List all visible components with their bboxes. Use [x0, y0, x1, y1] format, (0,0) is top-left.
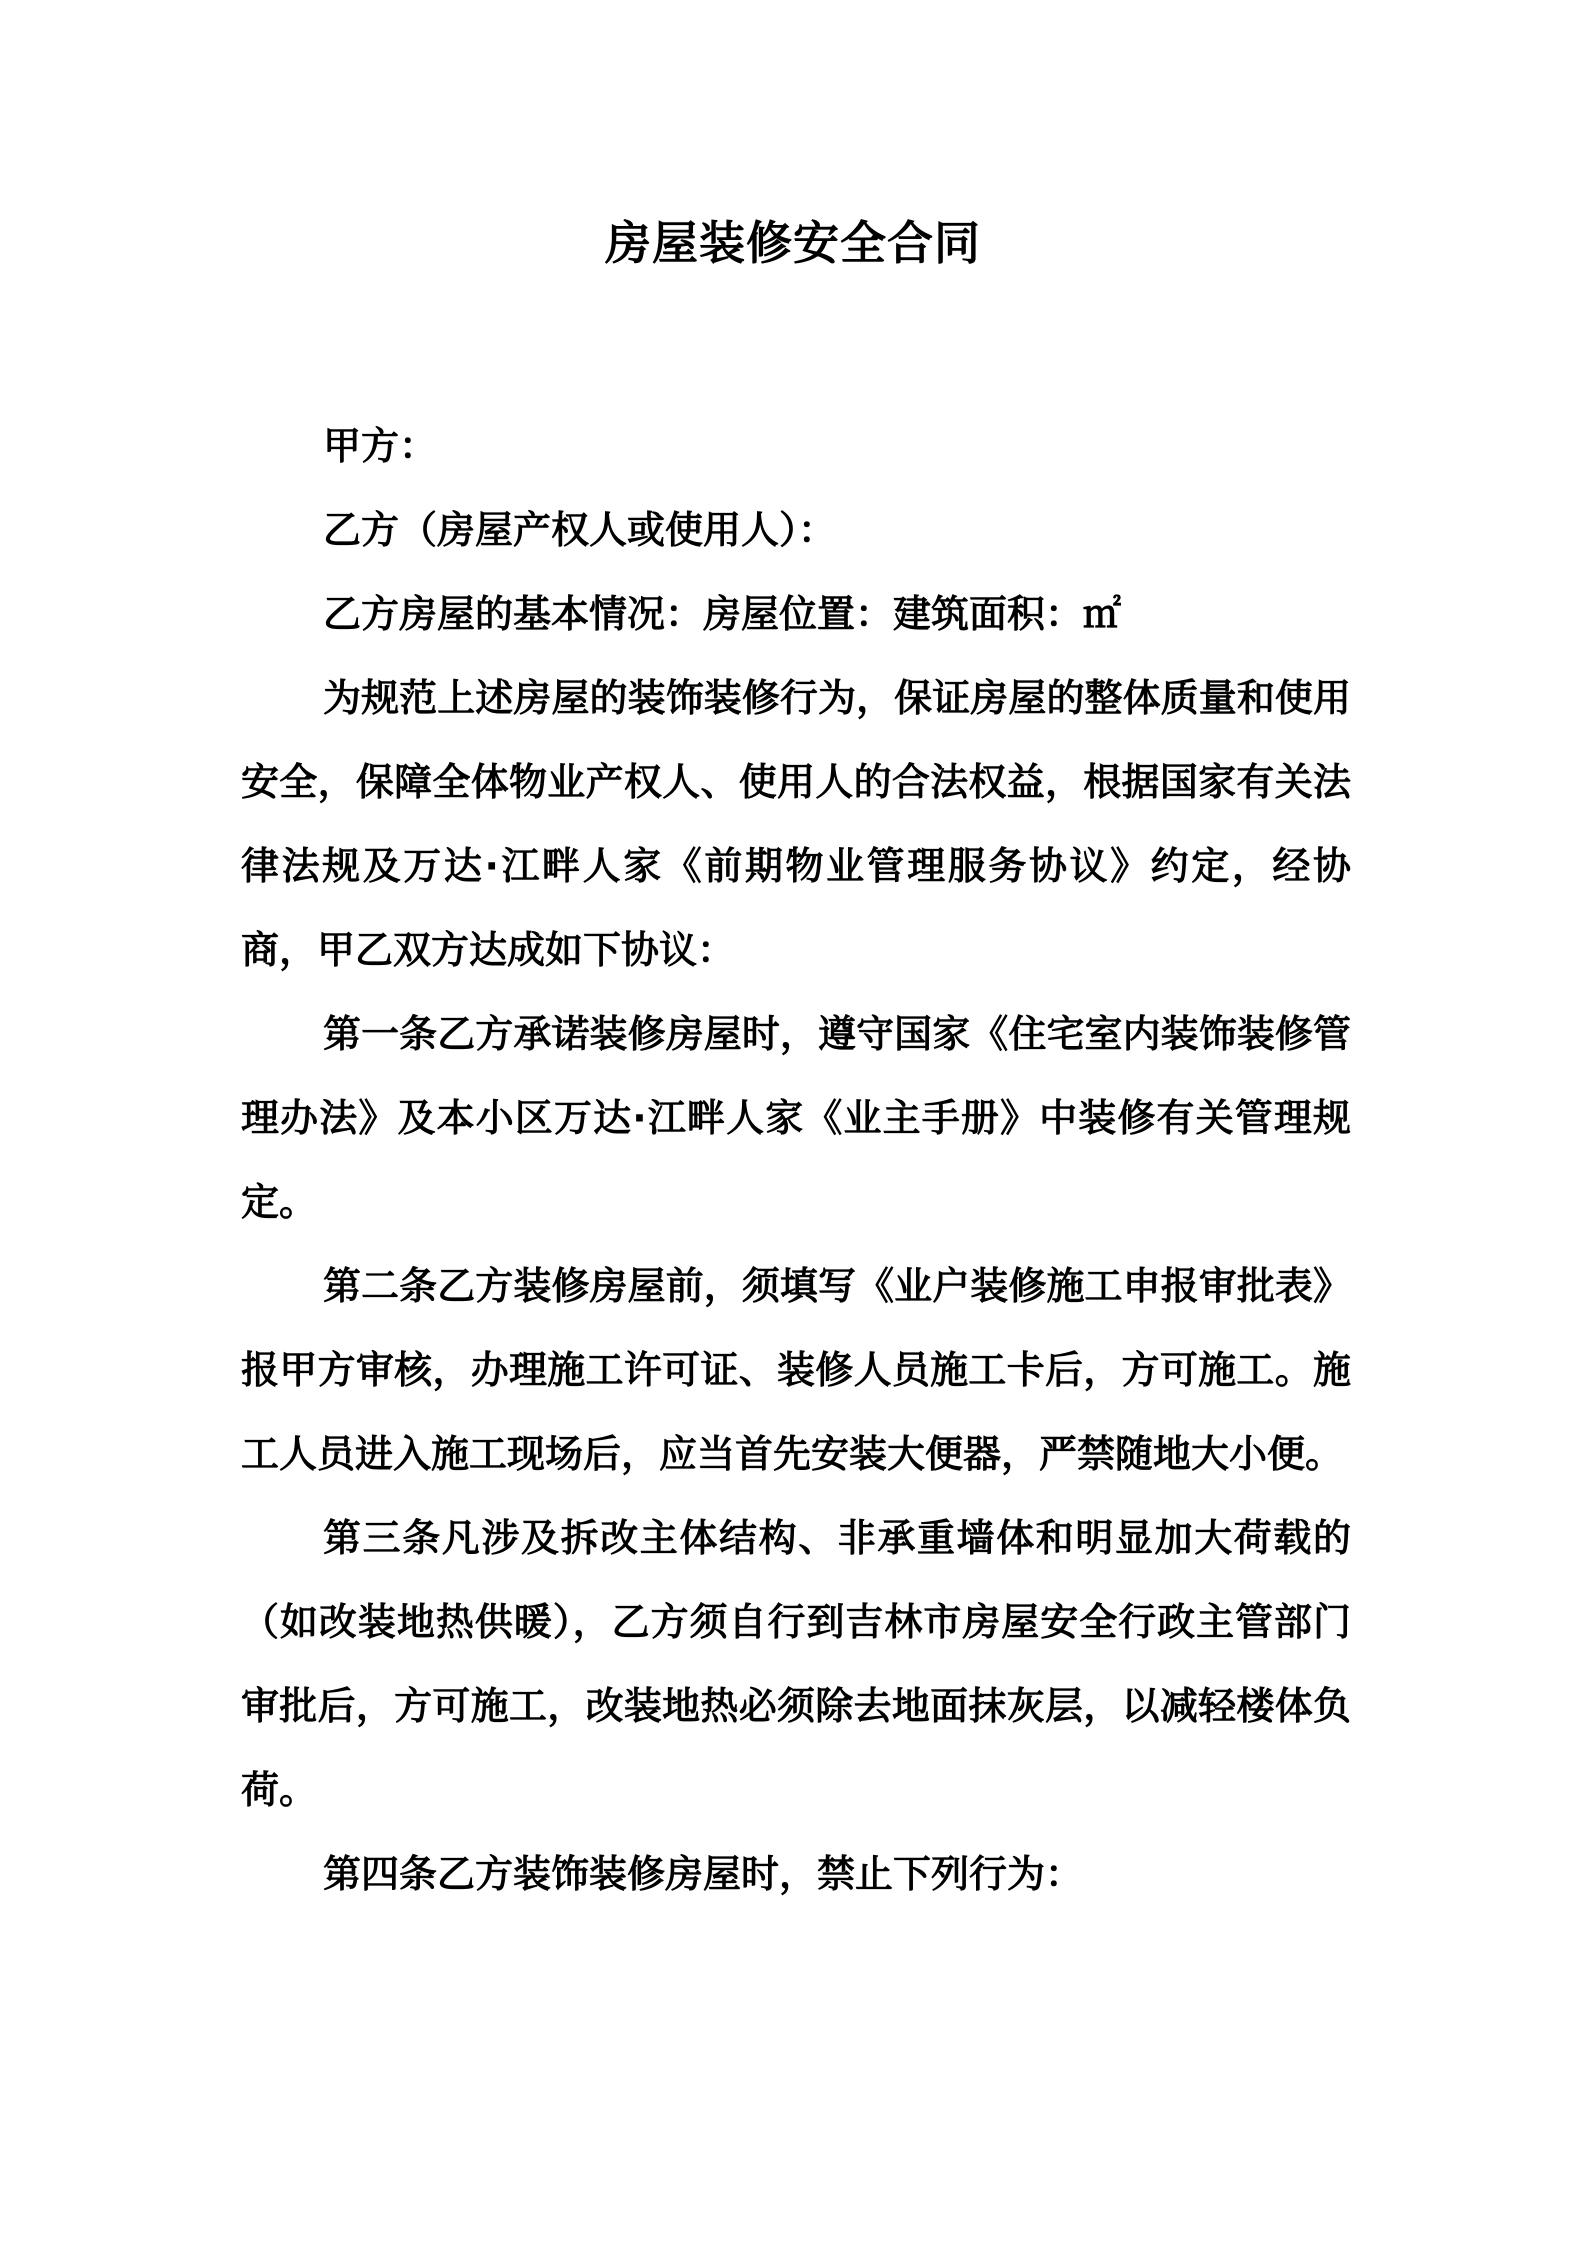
document-title: 房屋装修安全合同: [605, 216, 981, 270]
party-b-line: 乙方（房屋产权人或使用人）：: [323, 508, 837, 552]
article-1: 第一条乙方承诺装修房屋时，遵守国家《住宅室内装饰装修管理办法》及本小区万达·江畔人家《业主手册》中装修有关管理规定。: [241, 1012, 1351, 1224]
party-a-line: 甲方：: [323, 424, 438, 468]
document-body: [241, 404, 1351, 1916]
article-2: 第二条乙方装修房屋前，须填写《业户装修施工申报审批表》报甲方审核，办理施工许可证、装修人员施工卡后，方可施工。施工人员进入施工现场后，应当首先安装大便器，严禁随地大小便。: [241, 1264, 1351, 1476]
property-info-line: 乙方房屋的基本情况：房屋位置：建筑面积：㎡: [323, 592, 1122, 636]
article-3: 第三条凡涉及拆改主体结构、非承重墙体和明显加大荷载的（如改装地热供暖），乙方须自行到吉林市房屋安全行政主管部门审批后，方可施工，改装地热必须除去地面抹灰层，以减轻楼体负荷。: [241, 1516, 1351, 1812]
article-4: 第四条乙方装饰装修房屋时，禁止下列行为：: [323, 1852, 1084, 1896]
preamble-paragraph: 为规范上述房屋的装饰装修行为，保证房屋的整体质量和使用安全，保障全体物业产权人、使用人的合法权益，根据国家有关法律法规及万达·江畔人家《前期物业管理服务协议》约定，经协商，甲乙双方达成如下协议：: [241, 676, 1351, 972]
